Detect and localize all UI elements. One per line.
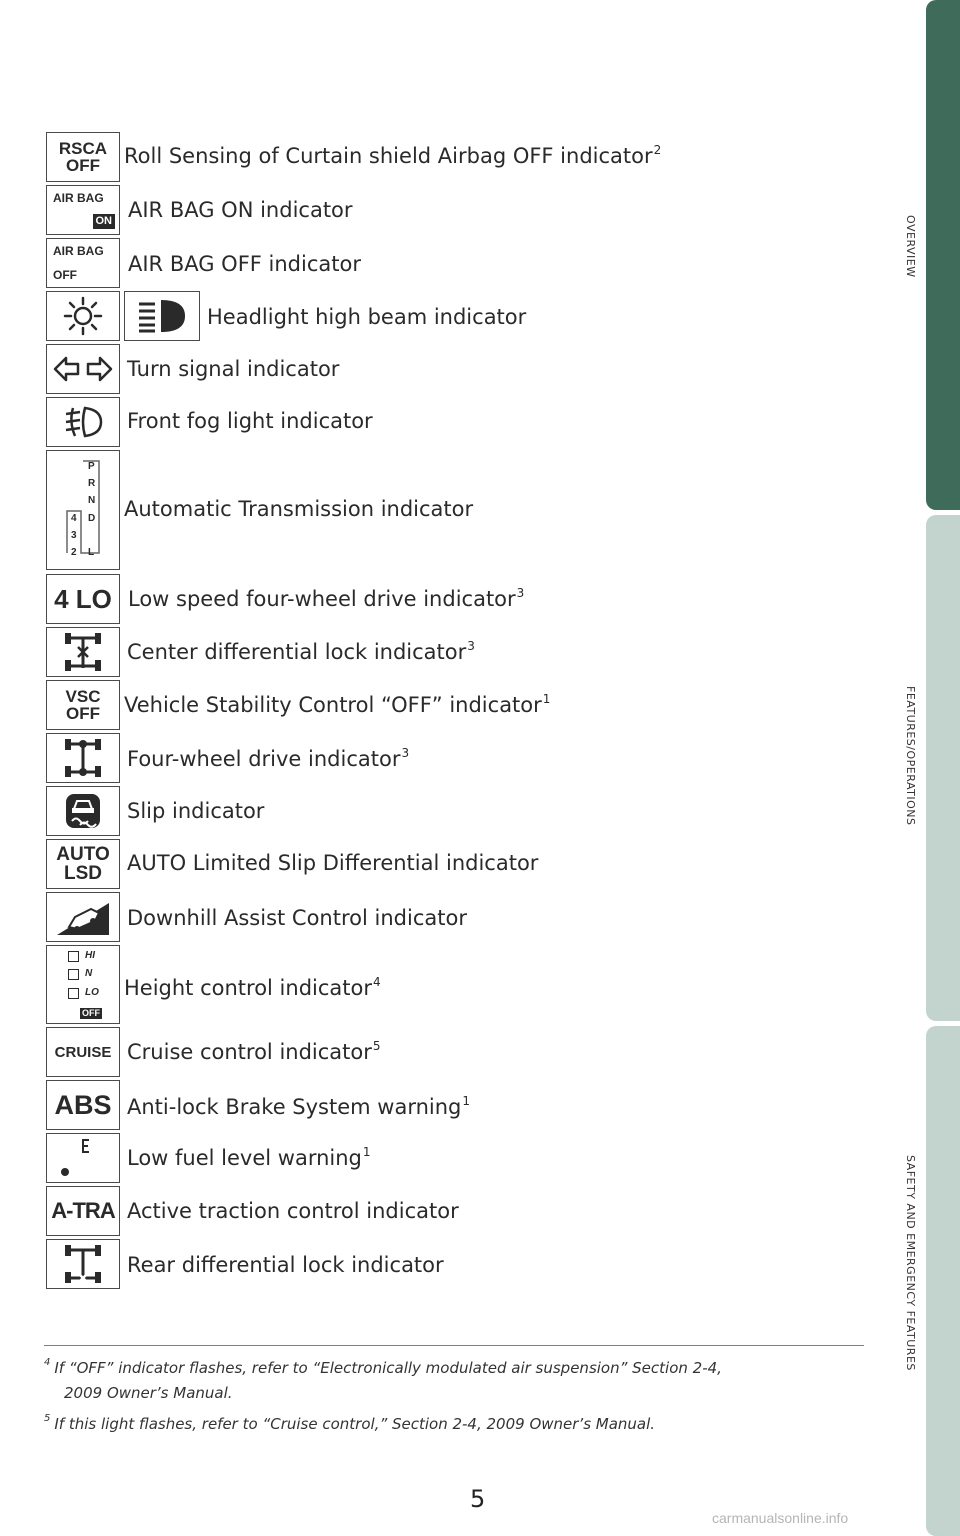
indicator-label: Low fuel level warning$^1$: [127, 1145, 371, 1170]
page-number: 5: [470, 1485, 486, 1513]
indicator-label: AIR BAG ON indicator: [128, 198, 353, 222]
sidebar-tab-safety[interactable]: [926, 1026, 960, 1536]
indicator-label: Downhill Assist Control indicator: [127, 906, 467, 930]
abs-icon: ABS: [46, 1080, 120, 1130]
four-wheel-drive-icon: [46, 733, 120, 783]
watermark: carmanualsonline.info: [712, 1510, 849, 1526]
sidebar-label-overview: OVERVIEW: [904, 215, 917, 278]
indicator-label: Rear differential lock indicator: [127, 1253, 444, 1277]
automatic-transmission-icon: P R N 4 D 3 2 L: [46, 450, 120, 570]
4lo-icon: 4 LO: [46, 574, 120, 624]
footnote-continuation: 2009 Owner’s Manual.: [64, 1384, 233, 1402]
footnote: $^5$ If this light flashes, refer to “Cruise control,” Section 2-4, 2009 Owner’s Manual.: [44, 1413, 656, 1433]
airbag-off-icon: AIR BAG OFF: [46, 238, 120, 288]
airbag-on-icon: AIR BAG ON: [46, 185, 120, 235]
indicator-label: Active traction control indicator: [127, 1199, 459, 1223]
indicator-label: Roll Sensing of Curtain shield Airbag OFF indicator$^2$: [124, 143, 662, 168]
vsc-off-icon: VSC OFF: [46, 680, 120, 730]
indicator-label: Anti-lock Brake System warning$^1$: [127, 1094, 471, 1119]
sidebar-label-safety: SAFETY AND EMERGENCY FEATURES: [904, 1155, 917, 1371]
indicator-label: Center differential lock indicator$^3$: [127, 639, 475, 664]
slip-icon: [46, 786, 120, 836]
cruise-icon: CRUISE: [46, 1027, 120, 1077]
sidebar-tab-overview[interactable]: [926, 0, 960, 510]
sidebar-label-features: FEATURES/OPERATIONS: [904, 686, 917, 826]
rear-diff-lock-icon: [46, 1239, 120, 1289]
downhill-assist-icon: [46, 892, 120, 942]
low-fuel-icon: [46, 1133, 120, 1183]
indicator-label: Front fog light indicator: [127, 409, 373, 433]
rsca-off-icon: RSCA OFF: [46, 132, 120, 182]
a-tra-icon: A-TRA: [46, 1186, 120, 1236]
indicator-label: Slip indicator: [127, 799, 265, 823]
footnotes: [44, 1345, 864, 1437]
footnote: $^4$ If “OFF” indicator flashes, refer to “Electronically modulated air suspension” Section 2-4,: [44, 1357, 722, 1377]
indicator-label: Turn signal indicator: [127, 357, 340, 381]
sidebar-tab-features[interactable]: [926, 515, 960, 1021]
sun-icon: [63, 296, 103, 336]
turn-signal-icon: [46, 344, 120, 394]
indicator-label: Automatic Transmission indicator: [124, 497, 474, 521]
indicator-label: Four-wheel drive indicator$^3$: [127, 746, 410, 771]
indicator-label: Headlight high beam indicator: [207, 305, 527, 329]
indicator-label: AUTO Limited Slip Differential indicator: [127, 851, 539, 875]
front-fog-light-icon: [46, 397, 120, 447]
center-diff-lock-icon: [46, 627, 120, 677]
indicator-label: Height control indicator$^4$: [124, 975, 381, 1000]
auto-lsd-icon: AUTO LSD: [46, 839, 120, 889]
indicator-label: Vehicle Stability Control “OFF” indicator$^1$: [124, 692, 551, 717]
indicator-label: AIR BAG OFF indicator: [128, 252, 361, 276]
headlight-high-beam-icon: [124, 291, 200, 341]
indicator-label: Low speed four-wheel drive indicator$^3$: [128, 586, 525, 611]
headlight-icon: [46, 291, 120, 341]
height-control-icon: HI N LO OFF: [46, 945, 120, 1024]
indicator-label: Cruise control indicator$^5$: [127, 1039, 381, 1064]
